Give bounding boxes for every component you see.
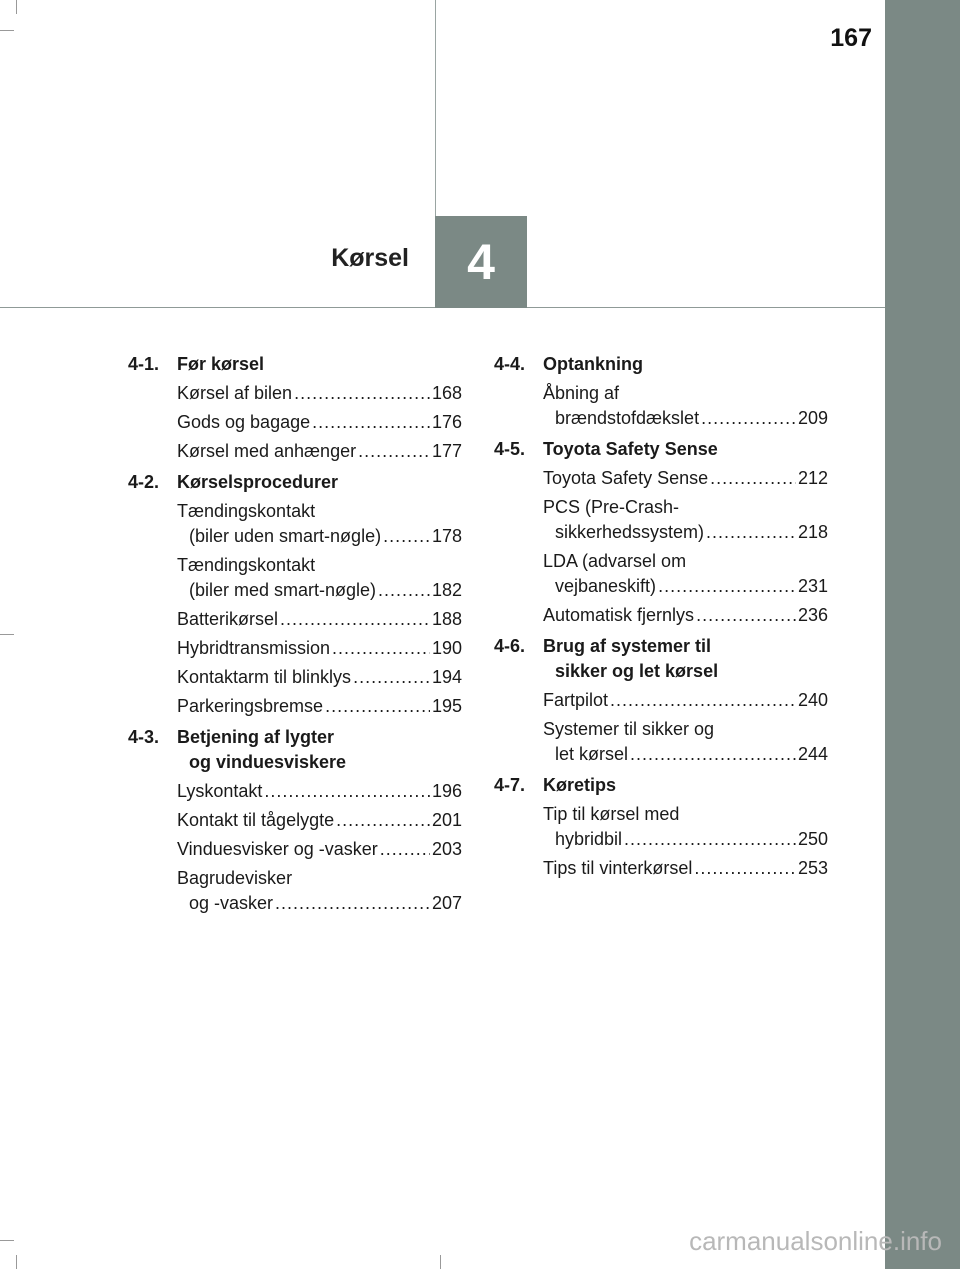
- entry-title: Vinduesvisker og -vasker: [177, 839, 378, 859]
- toc-entry-link[interactable]: [177, 553, 462, 603]
- toc-entry-line: [543, 520, 828, 545]
- section-title-line: Toyota Safety Sense: [543, 439, 718, 459]
- section-title-line: Optankning: [543, 354, 643, 374]
- toc-entry-line: [177, 636, 462, 661]
- section-title: [543, 437, 828, 462]
- entry-title: Tændingskontakt: [177, 501, 316, 521]
- toc-entry-line: [543, 495, 828, 520]
- toc-section: [128, 352, 462, 464]
- toc-entry-link[interactable]: [177, 499, 462, 549]
- toc-entry-line: [177, 578, 462, 603]
- entry-title: Gods og bagage: [177, 412, 311, 432]
- entry-page-number: 236: [797, 605, 828, 625]
- dot-leader: [358, 439, 430, 464]
- dot-leader: [383, 524, 430, 549]
- entry-page-number: 194: [431, 667, 462, 687]
- section-title: [543, 773, 828, 798]
- toc-entry-line: [543, 603, 828, 628]
- entry-title: (biler uden smart-nøgle): [189, 526, 382, 546]
- entry-page-number: 212: [797, 468, 828, 488]
- entry-page-number: 168: [431, 383, 462, 403]
- dot-leader: [275, 891, 430, 916]
- entry-page-number: 231: [797, 576, 828, 596]
- entry-title: Kørsel med anhænger: [177, 441, 357, 461]
- section-title: [177, 470, 462, 495]
- toc-entry-line: [177, 607, 462, 632]
- entry-page-number: 203: [431, 839, 462, 859]
- toc-section: [128, 725, 462, 916]
- toc-entry-link[interactable]: [543, 495, 828, 545]
- entry-title: Tændingskontakt: [177, 555, 316, 575]
- chapter-title: Kørsel: [331, 244, 409, 272]
- dot-leader: [325, 694, 430, 719]
- dot-leader: [658, 574, 796, 599]
- entry-page-number: 178: [431, 526, 462, 546]
- toc-section: [128, 470, 462, 719]
- section-heading: [128, 470, 462, 495]
- entry-page-number: 250: [797, 829, 828, 849]
- toc-entry-link[interactable]: [177, 665, 462, 690]
- toc-entry-link[interactable]: [543, 381, 828, 431]
- entry-page-number: 196: [431, 781, 462, 801]
- section-title-line: Før kørsel: [177, 354, 265, 374]
- toc-entry-line: [543, 742, 828, 767]
- section-heading: [494, 437, 828, 462]
- section-title-line: Betjening af lygter: [177, 727, 335, 747]
- entry-page-number: 177: [431, 441, 462, 461]
- entry-page-number: 218: [797, 522, 828, 542]
- toc-section: [494, 773, 828, 881]
- entry-title: brændstofdækslet: [555, 408, 700, 428]
- toc-left-column: [128, 352, 462, 922]
- section-title-line: og vinduesviskere: [189, 752, 347, 772]
- toc-section: [494, 437, 828, 628]
- entry-page-number: 190: [431, 638, 462, 658]
- toc-entry-line: [543, 574, 828, 599]
- entry-title: sikkerhedssystem): [555, 522, 705, 542]
- entry-page-number: 195: [431, 696, 462, 716]
- dot-leader: [380, 837, 430, 862]
- watermark: carmanualsonline.info: [689, 1226, 942, 1256]
- toc-entry-line: [177, 524, 462, 549]
- toc-entry-line: [177, 381, 462, 406]
- toc-entry-link[interactable]: [543, 802, 828, 852]
- section-number: 4-7.: [494, 775, 526, 795]
- toc-entry-link[interactable]: [177, 381, 462, 406]
- toc-entry-line: [543, 381, 828, 406]
- dot-leader: [312, 410, 430, 435]
- entry-title: Kontakt til tågelygte: [177, 810, 335, 830]
- toc-entry-line: [177, 866, 462, 891]
- entry-title: Batterikørsel: [177, 609, 279, 629]
- dot-leader: [280, 607, 430, 632]
- dot-leader: [353, 665, 430, 690]
- toc-entry-link[interactable]: [177, 808, 462, 833]
- dot-leader: [294, 381, 430, 406]
- toc-entry-line: [543, 406, 828, 431]
- toc-entry-line: [177, 553, 462, 578]
- toc-entry-line: [543, 827, 828, 852]
- toc-entry-line: [543, 466, 828, 491]
- dot-leader: [696, 603, 796, 628]
- dot-leader: [710, 466, 796, 491]
- entry-page-number: 176: [431, 412, 462, 432]
- toc-entry-line: [543, 717, 828, 742]
- toc-entry-line: [543, 856, 828, 881]
- entry-title: Toyota Safety Sense: [543, 468, 709, 488]
- toc-entry-line: [543, 688, 828, 713]
- toc-entry-link[interactable]: [177, 694, 462, 719]
- toc-entry-line: [177, 891, 462, 916]
- chapter-sidebar-tab: [885, 0, 960, 1269]
- section-number: 4-2.: [128, 472, 160, 492]
- toc-entry-link[interactable]: [177, 607, 462, 632]
- toc-entry-link[interactable]: [177, 410, 462, 435]
- section-title-line: Brug af systemer til: [543, 636, 712, 656]
- vertical-divider: [435, 0, 436, 216]
- toc-entry-link[interactable]: [177, 439, 462, 464]
- dot-leader: [610, 688, 796, 713]
- crop-mark: [0, 634, 14, 635]
- section-number: 4-6.: [494, 636, 526, 656]
- entry-page-number: 182: [431, 580, 462, 600]
- section-heading: [494, 352, 828, 377]
- entry-title: vejbaneskift): [555, 576, 657, 596]
- section-number: 4-4.: [494, 354, 526, 374]
- entry-page-number: 188: [431, 609, 462, 629]
- entry-title: Parkeringsbremse: [177, 696, 324, 716]
- toc-entry-link[interactable]: [543, 856, 828, 881]
- toc-entry-link[interactable]: [177, 636, 462, 661]
- entry-title: Tips til vinterkørsel: [543, 858, 693, 878]
- dot-leader: [624, 827, 796, 852]
- entry-title: Bagrudevisker: [177, 868, 293, 888]
- section-title-line: Kørselsprocedurer: [177, 472, 339, 492]
- entry-title: Hybridtransmission: [177, 638, 331, 658]
- toc-entry-line: [177, 665, 462, 690]
- dot-leader: [378, 578, 430, 603]
- toc-entry-link[interactable]: [543, 466, 828, 491]
- toc-section: [494, 634, 828, 767]
- toc-entry-link[interactable]: [543, 688, 828, 713]
- entry-title: let kørsel: [555, 744, 629, 764]
- dot-leader: [701, 406, 796, 431]
- toc-entry-link[interactable]: [543, 717, 828, 767]
- crop-mark: [16, 0, 17, 14]
- crop-mark: [16, 1255, 17, 1269]
- entry-title: Tip til kørsel med: [543, 804, 680, 824]
- section-title-line: Køretips: [543, 775, 617, 795]
- toc-entry-link[interactable]: [543, 603, 828, 628]
- page-number: 167: [830, 24, 872, 52]
- section-heading: [494, 634, 828, 684]
- section-title: [177, 352, 462, 377]
- dot-leader: [630, 742, 796, 767]
- section-number: 4-5.: [494, 439, 526, 459]
- toc-entry-line: [177, 779, 462, 804]
- crop-mark: [440, 1255, 441, 1269]
- toc-section: [494, 352, 828, 431]
- dot-leader: [264, 779, 430, 804]
- toc-entry-link[interactable]: [177, 779, 462, 804]
- entry-page-number: 209: [797, 408, 828, 428]
- chapter-number-box: 4: [435, 216, 527, 308]
- entry-title: Automatisk fjernlys: [543, 605, 695, 625]
- section-number: 4-3.: [128, 727, 160, 747]
- toc-entry-line: [177, 837, 462, 862]
- entry-title: og -vasker: [189, 893, 274, 913]
- entry-page-number: 201: [431, 810, 462, 830]
- entry-title: (biler med smart-nøgle): [189, 580, 377, 600]
- toc-entry-line: [543, 802, 828, 827]
- toc-entry-line: [177, 410, 462, 435]
- crop-mark: [0, 1240, 14, 1241]
- entry-title: hybridbil: [555, 829, 623, 849]
- dot-leader: [706, 520, 796, 545]
- section-title: [543, 352, 828, 377]
- dot-leader: [694, 856, 796, 881]
- dot-leader: [336, 808, 430, 833]
- entry-title: PCS (Pre-Crash-: [543, 497, 680, 517]
- entry-page-number: 253: [797, 858, 828, 878]
- entry-title: Lyskontakt: [177, 781, 263, 801]
- entry-page-number: 244: [797, 744, 828, 764]
- section-title: [543, 634, 828, 684]
- entry-page-number: 207: [431, 893, 462, 913]
- toc-right-column: [494, 352, 828, 887]
- crop-mark: [0, 30, 14, 31]
- entry-title: Systemer til sikker og: [543, 719, 715, 739]
- entry-title: Fartpilot: [543, 690, 609, 710]
- entry-title: Åbning af: [543, 383, 620, 403]
- toc-entry-line: [543, 549, 828, 574]
- dot-leader: [332, 636, 430, 661]
- section-title-line: sikker og let kørsel: [555, 661, 719, 681]
- section-title: [177, 725, 462, 775]
- toc-entry-line: [177, 694, 462, 719]
- entry-title: Kontaktarm til blinklys: [177, 667, 352, 687]
- toc-entry-line: [177, 439, 462, 464]
- section-number: 4-1.: [128, 354, 160, 374]
- toc-entry-link[interactable]: [177, 866, 462, 916]
- entry-page-number: 240: [797, 690, 828, 710]
- toc-entry-link[interactable]: [177, 837, 462, 862]
- section-heading: [128, 352, 462, 377]
- entry-title: LDA (advarsel om: [543, 551, 687, 571]
- section-heading: [128, 725, 462, 775]
- section-heading: [494, 773, 828, 798]
- entry-title: Kørsel af bilen: [177, 383, 293, 403]
- toc-entry-line: [177, 808, 462, 833]
- toc-entry-link[interactable]: [543, 549, 828, 599]
- toc-entry-line: [177, 499, 462, 524]
